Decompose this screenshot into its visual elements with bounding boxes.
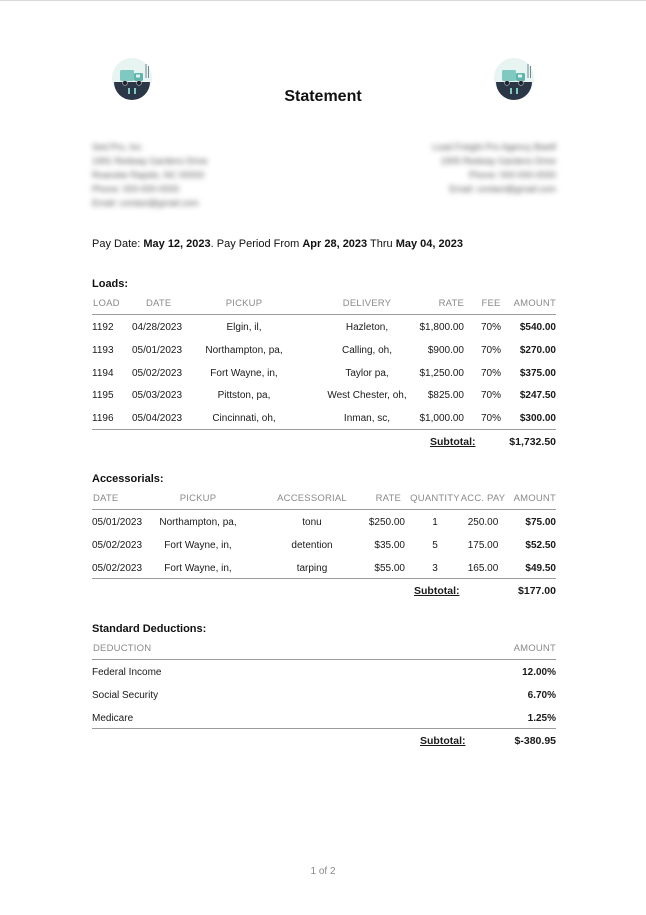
cell-rate: $825.00 bbox=[427, 390, 464, 402]
table-row bbox=[92, 706, 556, 729]
cell-fee: 70% bbox=[480, 322, 501, 333]
cell-pickup: Fort Wayne, in, bbox=[164, 539, 232, 551]
pay-period-line bbox=[92, 238, 463, 250]
deductions-subtotal-row bbox=[92, 728, 556, 753]
address-line: 1991 Redway Gardens Drive bbox=[92, 156, 208, 166]
address-line: Sed Pro, Inc bbox=[92, 142, 142, 152]
cell-pickup: Fort Wayne, in, bbox=[210, 367, 278, 379]
cell-amount: $540.00 bbox=[519, 322, 556, 333]
cell-amount: 1.25% bbox=[527, 712, 556, 724]
cell-rate: $55.00 bbox=[374, 562, 405, 574]
cell-delivery: Hazleton, bbox=[345, 322, 389, 333]
accessorials-section bbox=[92, 471, 556, 603]
pay-period-label: . Pay Period From bbox=[210, 238, 303, 250]
table-row bbox=[92, 533, 556, 556]
deductions-rows bbox=[92, 660, 556, 728]
table-row bbox=[92, 338, 556, 361]
table-row bbox=[92, 510, 556, 533]
cell-date: 05/04/2023 bbox=[132, 413, 183, 425]
cell-delivery: West Chester, oh, bbox=[327, 390, 407, 402]
deductions-header-row bbox=[92, 637, 556, 660]
cell-fee: 70% bbox=[480, 344, 501, 356]
address-line: Email: contact@gmail.com bbox=[449, 184, 556, 194]
cell-deduction: Federal Income bbox=[92, 667, 162, 678]
cell-amount: $375.00 bbox=[519, 367, 556, 379]
cell-quantity: 5 bbox=[432, 539, 438, 551]
company-address-right bbox=[400, 140, 556, 196]
cell-date: 05/02/2023 bbox=[132, 367, 183, 379]
cell-fee: 70% bbox=[480, 413, 501, 425]
table-row bbox=[92, 556, 556, 579]
cell-pickup: Elgin, il, bbox=[226, 322, 262, 333]
cell-date: 04/28/2023 bbox=[132, 322, 183, 333]
table-row bbox=[92, 315, 556, 338]
cell-delivery: Inman, sc, bbox=[343, 413, 391, 425]
col-header-rate: RATE bbox=[438, 298, 464, 309]
cell-amount: $52.50 bbox=[525, 539, 556, 551]
cell-date: 05/02/2023 bbox=[92, 539, 143, 551]
table-row bbox=[92, 406, 556, 429]
col-header-fee: FEE bbox=[481, 298, 501, 309]
subtotal-label: Subtotal: bbox=[414, 585, 460, 598]
table-row bbox=[92, 361, 556, 384]
table-row bbox=[92, 683, 556, 706]
cell-load: 1194 bbox=[92, 367, 114, 379]
cell-accessorial: detention bbox=[291, 539, 333, 551]
cell-pickup: Fort Wayne, in, bbox=[164, 562, 232, 574]
page-title: Statement bbox=[284, 88, 362, 105]
col-header-deduction: DEDUCTION bbox=[93, 643, 152, 654]
col-header-date: DATE bbox=[93, 493, 119, 504]
col-header-pickup: PICKUP bbox=[179, 493, 217, 504]
address-line: Roanoke Rapids, NC 00000 bbox=[92, 170, 205, 180]
table-row bbox=[92, 660, 556, 683]
subtotal-label: Subtotal: bbox=[420, 735, 466, 748]
cell-quantity: 1 bbox=[432, 517, 438, 528]
cell-rate: $900.00 bbox=[427, 344, 464, 356]
loads-header-row bbox=[92, 292, 556, 315]
col-header-rate: RATE bbox=[375, 493, 401, 504]
pay-period-thru-label: Thru bbox=[367, 238, 396, 250]
address-line: 1905 Redway Gardens Drive bbox=[440, 156, 556, 166]
cell-amount: $49.50 bbox=[525, 562, 556, 574]
cell-acc-pay: 165.00 bbox=[467, 562, 499, 574]
cell-date: 05/02/2023 bbox=[92, 562, 143, 574]
accessorials-subtotal-row bbox=[92, 578, 556, 603]
cell-amount: $270.00 bbox=[519, 344, 556, 356]
loads-rows bbox=[92, 315, 556, 429]
col-header-accessorial: ACCESSORIAL bbox=[277, 493, 347, 504]
cell-pickup: Northampton, pa, bbox=[205, 344, 283, 356]
subtotal-label: Subtotal: bbox=[430, 435, 476, 448]
col-header-amount: AMOUNT bbox=[513, 493, 556, 504]
col-header-date: DATE bbox=[146, 298, 172, 309]
cell-fee: 70% bbox=[480, 367, 501, 379]
cell-deduction: Social Security bbox=[92, 689, 159, 701]
cell-delivery: Calling, oh, bbox=[341, 344, 393, 356]
cell-accessorial: tarping bbox=[296, 562, 328, 574]
cell-load: 1193 bbox=[92, 344, 114, 356]
cell-fee: 70% bbox=[480, 390, 501, 402]
cell-amount: $75.00 bbox=[525, 517, 556, 528]
accessorials-subtotal: $177.00 bbox=[518, 585, 556, 598]
cell-amount: 6.70% bbox=[527, 689, 556, 701]
cell-delivery: Taylor pa, bbox=[345, 367, 389, 379]
address-line: Phone: 000-000-0000 bbox=[92, 184, 180, 194]
deductions-subtotal: $-380.95 bbox=[514, 735, 556, 748]
cell-accessorial: tonu bbox=[302, 517, 322, 528]
loads-subtotal: $1,732.50 bbox=[509, 435, 556, 448]
cell-date: 05/01/2023 bbox=[92, 517, 143, 528]
address-line: Load Freight Pro Agency Bwelf bbox=[432, 142, 556, 152]
cell-amount: 12.00% bbox=[522, 667, 556, 678]
cell-rate: $250.00 bbox=[368, 517, 405, 528]
table-row bbox=[92, 383, 556, 406]
pay-date: May 12, 2023 bbox=[143, 238, 211, 250]
col-header-delivery: DELIVERY bbox=[342, 298, 392, 309]
cell-quantity: 3 bbox=[432, 562, 438, 574]
company-address-left bbox=[92, 140, 208, 210]
cell-rate: $1,000.00 bbox=[419, 413, 464, 425]
cell-rate: $35.00 bbox=[374, 539, 405, 551]
accessorials-rows bbox=[92, 510, 556, 578]
cell-rate: $1,800.00 bbox=[419, 322, 464, 333]
cell-pickup: Cincinnati, oh, bbox=[212, 413, 276, 425]
deductions-title: Standard Deductions: bbox=[92, 623, 207, 635]
cell-pickup: Pittston, pa, bbox=[217, 390, 271, 402]
cell-amount: $247.50 bbox=[519, 390, 556, 402]
top-border bbox=[0, 0, 646, 1]
pay-period-from: Apr 28, 2023 bbox=[302, 238, 368, 250]
col-header-amount: AMOUNT bbox=[513, 298, 556, 309]
accessorials-title: Accessorials: bbox=[92, 473, 164, 485]
loads-section bbox=[92, 276, 556, 454]
loads-title: Loads: bbox=[92, 278, 129, 290]
pay-date-label: Pay Date: bbox=[92, 238, 144, 250]
deductions-section bbox=[92, 621, 556, 753]
col-header-acc-pay: ACC. PAY bbox=[460, 493, 506, 504]
cell-load: 1196 bbox=[92, 413, 114, 425]
cell-acc-pay: 250.00 bbox=[467, 517, 499, 528]
address-line: Email: contact@gmail.com bbox=[92, 198, 199, 208]
col-header-pickup: PICKUP bbox=[225, 298, 263, 309]
cell-date: 05/01/2023 bbox=[132, 344, 183, 356]
cell-load: 1192 bbox=[92, 322, 114, 333]
col-header-load: LOAD bbox=[93, 298, 120, 309]
cell-deduction: Medicare bbox=[92, 712, 134, 724]
address-line: Phone: 000-000-0000 bbox=[468, 170, 556, 180]
loads-subtotal-row bbox=[92, 429, 556, 454]
cell-date: 05/03/2023 bbox=[132, 390, 183, 402]
accessorials-header-row bbox=[92, 487, 556, 510]
cell-acc-pay: 175.00 bbox=[467, 539, 499, 551]
cell-amount: $300.00 bbox=[519, 413, 556, 425]
cell-load: 1195 bbox=[92, 390, 114, 402]
pay-period-thru: May 04, 2023 bbox=[395, 238, 463, 250]
page-number: 1 of 2 bbox=[310, 866, 336, 877]
col-header-amount: AMOUNT bbox=[513, 643, 556, 654]
cell-rate: $1,250.00 bbox=[419, 367, 464, 379]
col-header-quantity: QUANTITY bbox=[410, 493, 460, 504]
cell-pickup: Northampton, pa, bbox=[159, 517, 237, 528]
